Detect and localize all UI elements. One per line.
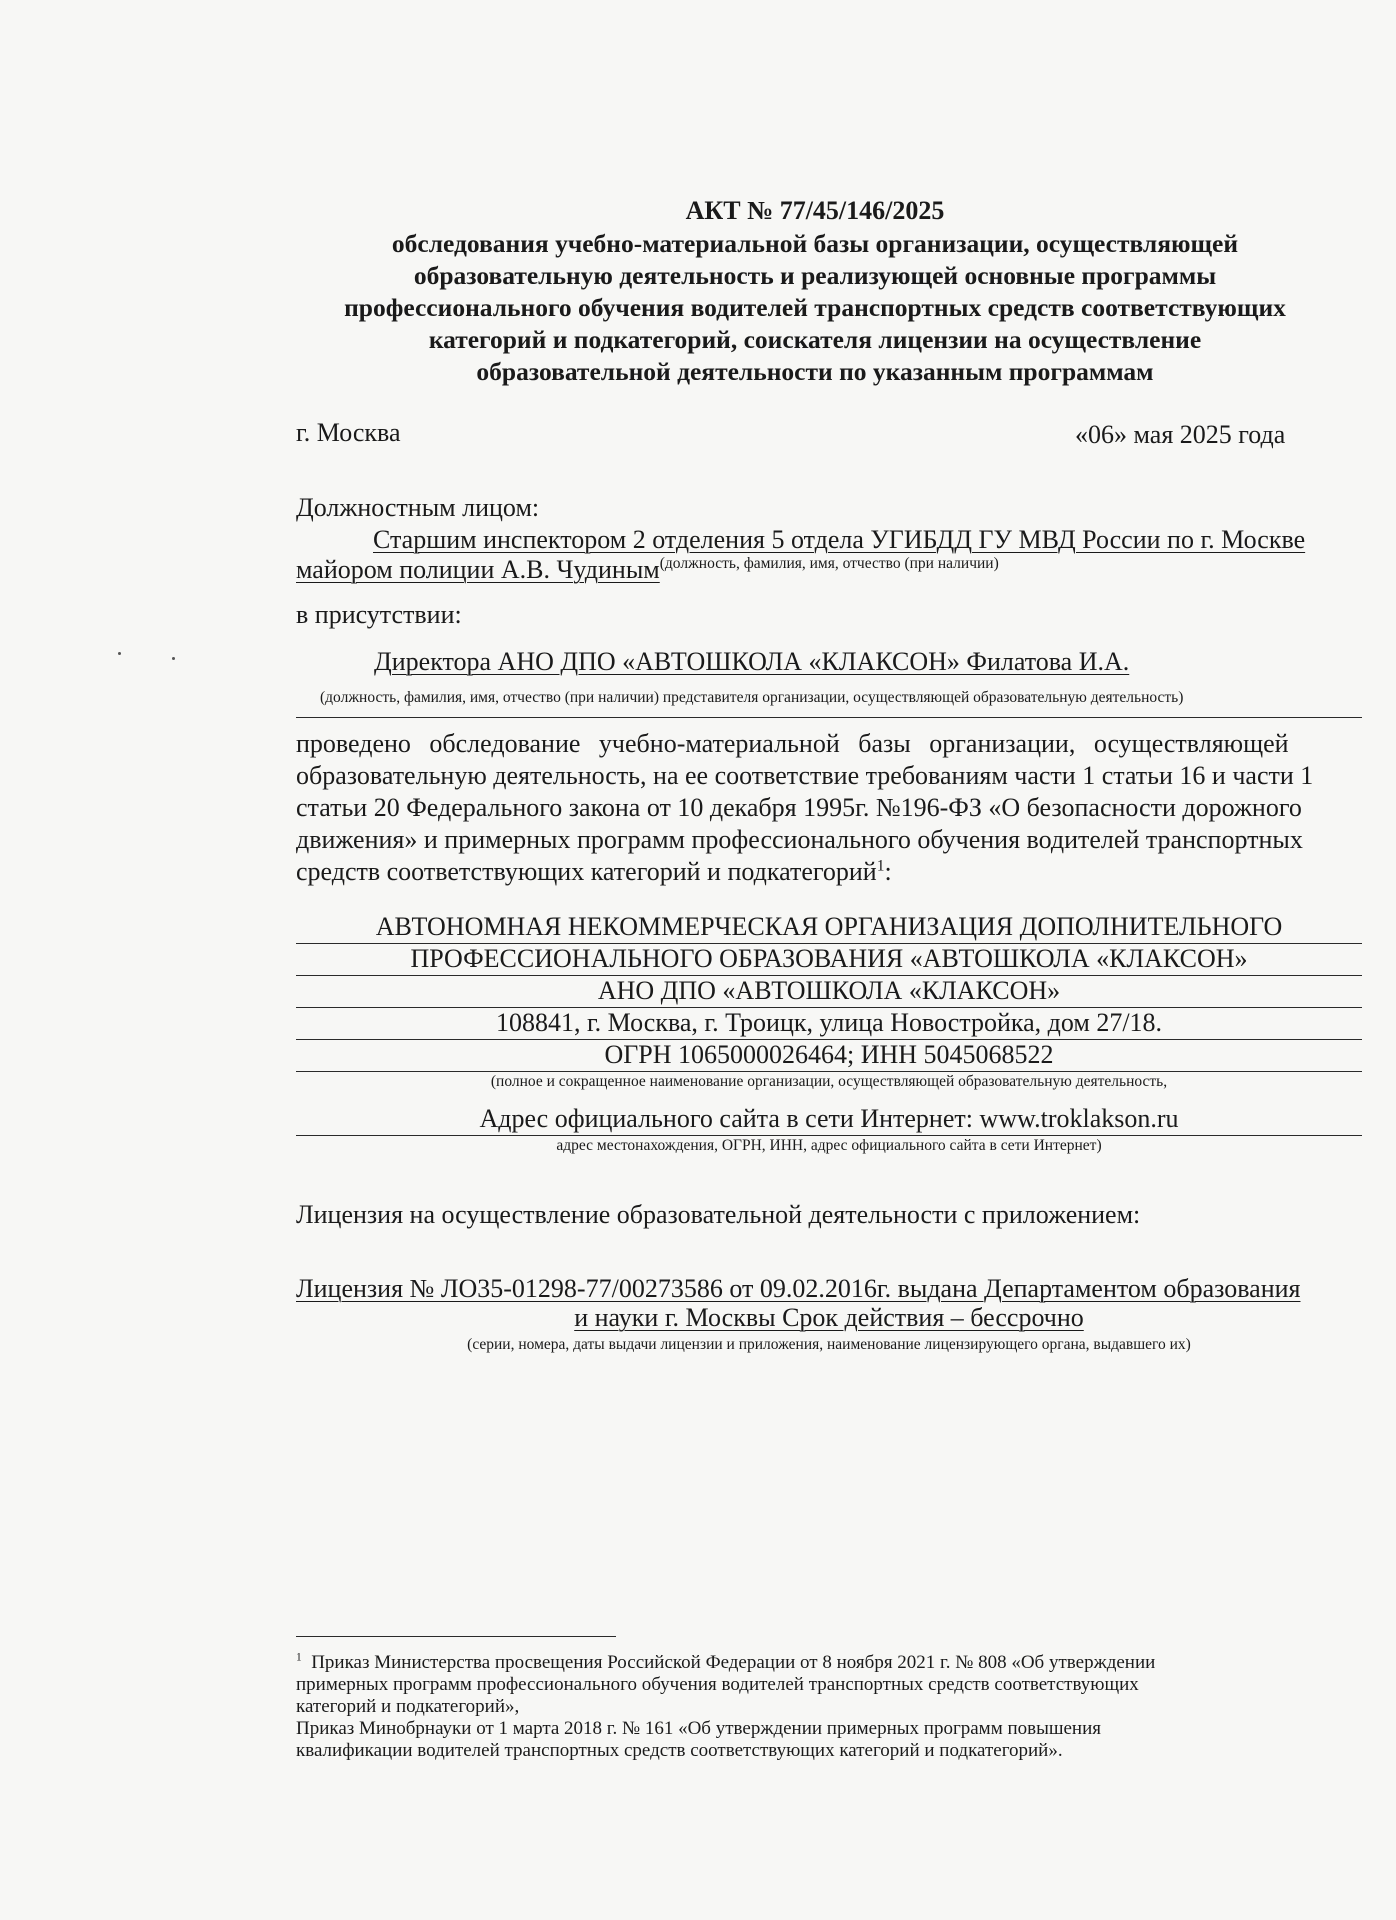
org-rule	[296, 1071, 1362, 1072]
presence-label: в присутствии:	[296, 600, 462, 629]
document-date: «06» мая 2025 года	[1075, 420, 1286, 449]
act-number: АКТ № 77/45/146/2025	[685, 196, 945, 225]
scan-speck	[172, 657, 175, 660]
paragraph-line: статьи 20 Федерального закона от 10 декабря 1995г. №196-ФЗ «О безопасности дорожного	[296, 793, 1302, 822]
official-position: Старшим инспектором 2 отделения 5 отдела УГИБДД ГУ МВД России по г. Москве	[373, 525, 1306, 554]
org-hint: (полное и сокращенное наименование организации, осуществляющей образовательную деятельность,	[490, 1073, 1168, 1090]
presence-hint: (должность, фамилия, имя, отчество (при наличии) представителя организации, осуществляющей образовательную деятельность)	[320, 689, 1184, 706]
paragraph-line-last: средств соответствующих категорий и подкатегорий$^1$:	[296, 857, 892, 886]
official-label: Должностным лицом:	[296, 493, 540, 522]
org-website: Адрес официального сайта в сети Интернет: www.troklakson.ru	[479, 1104, 1179, 1133]
city: г. Москва	[296, 418, 401, 447]
paragraph-line: проведено обследование учебно-материальной базы организации, осуществляющей	[296, 729, 1289, 758]
inspection-paragraph	[296, 729, 1362, 889]
title-line: образовательную деятельность и реализующей основные программы	[413, 261, 1217, 290]
license-line: Лицензия № ЛО35-01298-77/00273586 от 09.02.2016г. выдана Департаментом образования	[296, 1274, 1301, 1303]
footnote-line: Приказ Минобрнауки от 1 марта 2018 г. № 161 «Об утверждении примерных программ повышения	[296, 1718, 1102, 1739]
paragraph-line: образовательную деятельность, на ее соответствие требованиям части 1 статьи 16 и части 1	[296, 761, 1314, 790]
presence-name: Директора АНО ДПО «АВТОШКОЛА «КЛАКСОН» Филатова И.А.	[374, 647, 1130, 676]
official-hint: (должность, фамилия, имя, отчество (при наличии)	[659, 555, 999, 572]
org-line: АНО ДПО «АВТОШКОЛА «КЛАКСОН»	[597, 976, 1061, 1005]
footnote-separator	[296, 1636, 616, 1637]
org-rule	[296, 1135, 1362, 1136]
license-hint: (серии, номера, даты выдачи лицензии и приложения, наименование лицензирующего органа, выдавшего их)	[467, 1336, 1191, 1353]
official-name: майором полиции А.В. Чудиным	[296, 555, 660, 584]
footnote-line: квалификации водителей транспортных средств соответствующих категорий и подкатегорий».	[296, 1740, 1063, 1761]
org-line: ПРОФЕССИОНАЛЬНОГО ОБРАЗОВАНИЯ «АВТОШКОЛА «КЛАКСОН»	[410, 944, 1248, 973]
org-line: АВТОНОМНАЯ НЕКОММЕРЧЕСКАЯ ОРГАНИЗАЦИЯ ДОПОЛНИТЕЛЬНОГО	[375, 912, 1283, 941]
title-line: профессионального обучения водителей транспортных средств соответствующих	[344, 293, 1286, 322]
title-line: категорий и подкатегорий, соискателя лицензии на осуществление	[428, 325, 1202, 354]
scan-speck	[118, 652, 121, 655]
title-line: образовательной деятельности по указанным программам	[476, 357, 1154, 386]
divider-line	[296, 717, 1362, 718]
footnote-line: категорий и подкатегорий»,	[296, 1696, 520, 1717]
paragraph-line: движения» и примерных программ профессионального обучения водителей транспортных	[296, 825, 1303, 854]
license-label: Лицензия на осуществление образовательной деятельности с приложением:	[296, 1200, 1141, 1229]
org-line: ОГРН 1065000026464; ИНН 5045068522	[604, 1040, 1054, 1069]
org-hint: адрес местонахождения, ОГРН, ИНН, адрес официального сайта в сети Интернет)	[556, 1137, 1102, 1154]
footnote-line: примерных программ профессионального обучения водителей транспортных средств соответствующих	[296, 1674, 1139, 1695]
license-line: и науки г. Москвы Срок действия – бессрочно	[574, 1303, 1084, 1332]
footnote-mark: 1	[876, 857, 885, 875]
footnote-line: $^1$ Приказ Министерства просвещения Российской Федерации от 8 ноября 2021 г. № 808 «Об утверждении	[296, 1651, 1156, 1673]
org-line: 108841, г. Москва, г. Троицк, улица Новостройка, дом 27/18.	[495, 1008, 1163, 1037]
title-line: обследования учебно-материальной базы организации, осуществляющей	[391, 229, 1239, 258]
